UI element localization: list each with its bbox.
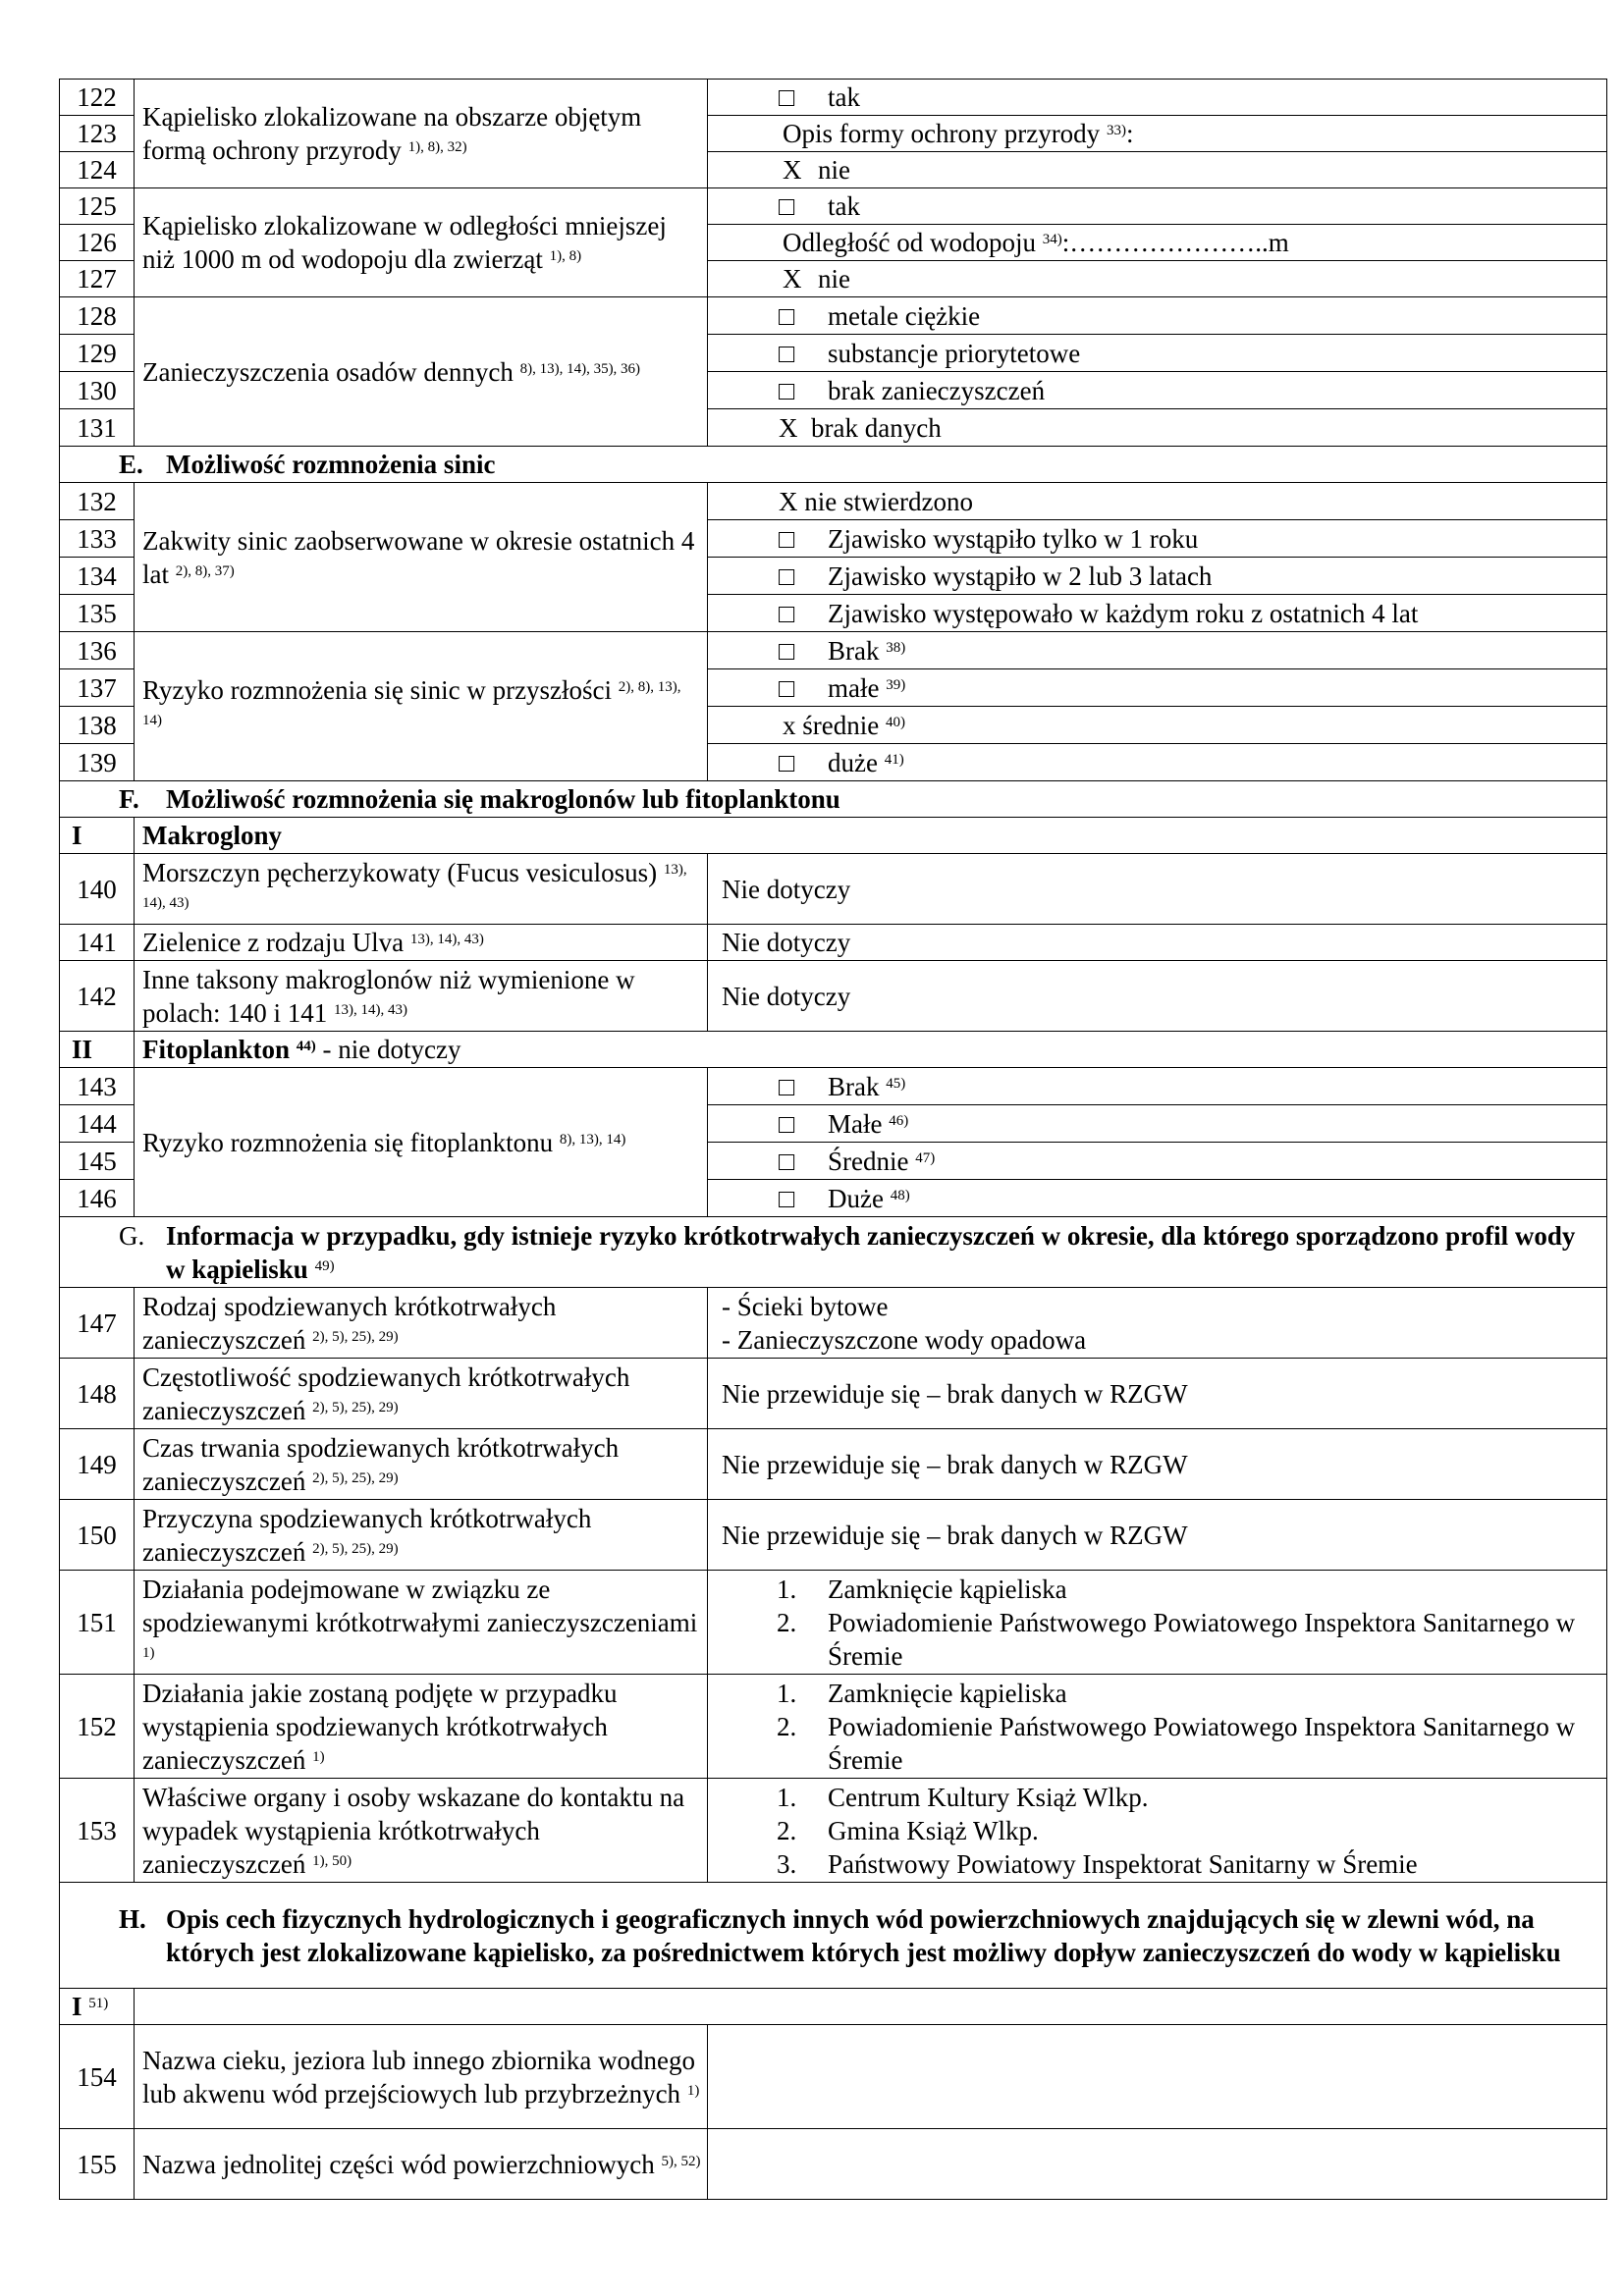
checkbox-icon[interactable]: □ bbox=[779, 598, 795, 628]
checkbox-icon[interactable]: □ bbox=[779, 82, 795, 112]
field-value: - Ścieki bytowe - Zanieczyszczone wody opadowa bbox=[708, 1288, 1607, 1359]
field-label: Morszczyn pęcherzykowaty (Fucus vesiculosus) $^{13), 14), 43)}$ bbox=[135, 854, 708, 925]
checkbox-icon[interactable]: □ bbox=[779, 1146, 795, 1176]
row-number: 149 bbox=[60, 1429, 135, 1500]
option-large[interactable]: □ Duże $^{48)}$ bbox=[708, 1180, 1607, 1217]
checkbox-icon[interactable]: □ bbox=[779, 375, 795, 405]
list-item: 2. Powiadomienie Państwowego Powiatowego Inspektora Sanitarnego w Śremie bbox=[777, 1711, 1576, 1775]
contact-list bbox=[716, 1781, 1600, 1881]
row-number: 133 bbox=[60, 520, 135, 558]
subsection-number: I bbox=[60, 818, 135, 854]
field-label: Rodzaj spodziewanych krótkotrwałych zanieczyszczeń $^{2), 5), 25), 29)}$ bbox=[135, 1288, 708, 1359]
option-none[interactable]: □ Brak $^{38)}$ bbox=[708, 632, 1607, 669]
row-number: 127 bbox=[60, 261, 135, 297]
field-label: Zanieczyszczenia osadów dennych $^{8), 13), 14), 35), 36)}$ bbox=[135, 297, 708, 447]
field-value-empty[interactable] bbox=[708, 2025, 1607, 2129]
row-number: 122 bbox=[60, 80, 135, 116]
checkbox-icon[interactable]: □ bbox=[779, 672, 795, 703]
option-nie[interactable]: X nie bbox=[708, 261, 1607, 297]
option-one-year[interactable]: □ Zjawisko wystąpiło tylko w 1 roku bbox=[708, 520, 1607, 558]
field-value bbox=[708, 1779, 1607, 1883]
checkbox-icon[interactable]: □ bbox=[779, 338, 795, 368]
subsection-title: Makroglony bbox=[135, 818, 1607, 854]
subsection-title: Fitoplankton $^{44)}$ - nie dotyczy bbox=[135, 1032, 1607, 1068]
subsection-title bbox=[135, 1989, 1607, 2025]
row-number: 137 bbox=[60, 669, 135, 707]
option-small[interactable]: □ Małe $^{46)}$ bbox=[708, 1105, 1607, 1143]
field-value bbox=[708, 1571, 1607, 1675]
row-number: 129 bbox=[60, 335, 135, 372]
field-value-empty[interactable] bbox=[708, 2129, 1607, 2200]
document-page bbox=[59, 79, 1606, 2200]
bathing-water-profile-table bbox=[59, 79, 1607, 2200]
option-no-pollution[interactable]: □ brak zanieczyszczeń bbox=[708, 372, 1607, 409]
action-list bbox=[716, 1677, 1600, 1777]
checkbox-icon[interactable]: □ bbox=[779, 1071, 795, 1101]
row-number: 142 bbox=[60, 961, 135, 1032]
option-two-three-years[interactable]: □ Zjawisko wystąpiło w 2 lub 3 latach bbox=[708, 558, 1607, 595]
field-label: Przyczyna spodziewanych krótkotrwałych zanieczyszczeń $^{2), 5), 25), 29)}$ bbox=[135, 1500, 708, 1571]
list-item: 1. Centrum Kultury Książ Wlkp. bbox=[777, 1782, 1149, 1812]
subsection-number: I $^{51)}$ bbox=[60, 1989, 135, 2025]
row-number: 136 bbox=[60, 632, 135, 669]
option-no-data[interactable]: X brak danych bbox=[708, 409, 1607, 447]
checked-mark[interactable]: X bbox=[783, 264, 802, 294]
row-number: 131 bbox=[60, 409, 135, 447]
field-value: Nie przewiduje się – brak danych w RZGW bbox=[708, 1429, 1607, 1500]
list-item: 2. Powiadomienie Państwowego Powiatowego Inspektora Sanitarnego w Śremie bbox=[777, 1607, 1576, 1671]
field-label: Czas trwania spodziewanych krótkotrwałych zanieczyszczeń $^{2), 5), 25), 29)}$ bbox=[135, 1429, 708, 1500]
field-label: Działania podejmowane w związku ze spodziewanymi krótkotrwałymi zanieczyszczeniami $^{1)}$ bbox=[135, 1571, 708, 1675]
section-heading-f: F. Możliwość rozmnożenia się makroglonów lub fitoplanktonu bbox=[60, 781, 1607, 818]
checkbox-icon[interactable]: □ bbox=[779, 1183, 795, 1213]
option-nie[interactable]: X nie bbox=[708, 152, 1607, 188]
row-number: 123 bbox=[60, 116, 135, 152]
row-number: 148 bbox=[60, 1359, 135, 1429]
option-priority-substances[interactable]: □ substancje priorytetowe bbox=[708, 335, 1607, 372]
field-label: Ryzyko rozmnożenia się sinic w przyszłości $^{2), 8), 13), 14)}$ bbox=[135, 632, 708, 781]
row-number: 143 bbox=[60, 1068, 135, 1105]
option-heavy-metals[interactable]: □ metale ciężkie bbox=[708, 297, 1607, 335]
field-label: Zakwity sinic zaobserwowane w okresie ostatnich 4 lat $^{2), 8), 37)}$ bbox=[135, 483, 708, 632]
list-item: 1. Zamknięcie kąpieliska bbox=[777, 1678, 1067, 1708]
row-number: 155 bbox=[60, 2129, 135, 2200]
option-each-year[interactable]: □ Zjawisko występowało w każdym roku z ostatnich 4 lat bbox=[708, 595, 1607, 632]
checkbox-icon[interactable]: □ bbox=[779, 523, 795, 554]
row-number: 151 bbox=[60, 1571, 135, 1675]
field-label: Inne taksony makroglonów niż wymienione w polach: 140 i 141 $^{13), 14), 43)}$ bbox=[135, 961, 708, 1032]
checked-mark[interactable]: X bbox=[783, 155, 802, 185]
option-large[interactable]: □ duże $^{41)}$ bbox=[708, 744, 1607, 781]
row-number: 128 bbox=[60, 297, 135, 335]
option-none[interactable]: □ Brak $^{45)}$ bbox=[708, 1068, 1607, 1105]
field-label: Kąpielisko zlokalizowane na obszarze objętym formą ochrony przyrody $^{1), 8), 32)}$ bbox=[135, 80, 708, 188]
checkbox-icon[interactable]: □ bbox=[779, 635, 795, 666]
field-label: Działania jakie zostaną podjęte w przypadku wystąpienia spodziewanych krótkotrwałych zanieczyszczeń $^{1)}$ bbox=[135, 1675, 708, 1779]
option-distance: Odległość od wodopoju $^{34)}$:…………………..m bbox=[708, 225, 1607, 261]
row-number: 152 bbox=[60, 1675, 135, 1779]
field-value: Nie dotyczy bbox=[708, 854, 1607, 925]
checkbox-icon[interactable]: □ bbox=[779, 191, 795, 221]
field-label: Kąpielisko zlokalizowane w odległości mniejszej niż 1000 m od wodopoju dla zwierząt $^{1), 8)}$ bbox=[135, 188, 708, 297]
row-number: 139 bbox=[60, 744, 135, 781]
row-number: 138 bbox=[60, 707, 135, 744]
row-number: 147 bbox=[60, 1288, 135, 1359]
option-tak[interactable]: □ tak bbox=[708, 80, 1607, 116]
checkbox-icon[interactable]: □ bbox=[779, 1108, 795, 1139]
section-heading-g: G. Informacja w przypadku, gdy istnieje ryzyko krótkotrwałych zanieczyszczeń w okresie, dla którego sporządzono profil wody w kąpielisku $^{49)}$ bbox=[60, 1217, 1607, 1288]
checked-mark[interactable]: X bbox=[779, 412, 798, 443]
field-value: Nie dotyczy bbox=[708, 961, 1607, 1032]
field-label: Zielenice z rodzaju Ulva $^{13), 14), 43)}$ bbox=[135, 925, 708, 961]
row-number: 153 bbox=[60, 1779, 135, 1883]
section-heading-e: E. Możliwość rozmnożenia sinic bbox=[60, 447, 1607, 483]
option-description: Opis formy ochrony przyrody $^{33)}$: bbox=[708, 116, 1607, 152]
row-number: 132 bbox=[60, 483, 135, 520]
action-list bbox=[716, 1573, 1600, 1673]
field-label: Nazwa jednolitej części wód powierzchniowych $^{5), 52)}$ bbox=[135, 2129, 708, 2200]
row-number: 135 bbox=[60, 595, 135, 632]
field-label: Ryzyko rozmnożenia się fitoplanktonu $^{8), 13), 14)}$ bbox=[135, 1068, 708, 1217]
row-number: 146 bbox=[60, 1180, 135, 1217]
checkbox-icon[interactable]: □ bbox=[779, 300, 795, 331]
field-value: Nie przewiduje się – brak danych w RZGW bbox=[708, 1500, 1607, 1571]
subsection-number: II bbox=[60, 1032, 135, 1068]
list-item: 3. Państwowy Powiatowy Inspektorat Sanitarny w Śremie bbox=[777, 1848, 1418, 1879]
option-medium[interactable]: □ Średnie $^{47)}$ bbox=[708, 1143, 1607, 1180]
row-number: 134 bbox=[60, 558, 135, 595]
row-number: 145 bbox=[60, 1143, 135, 1180]
field-label: Nazwa cieku, jeziora lub innego zbiornika wodnego lub akwenu wód przejściowych lub przybrzeżnych $^{1)}$ bbox=[135, 2025, 708, 2129]
row-number: 141 bbox=[60, 925, 135, 961]
field-value: Nie przewiduje się – brak danych w RZGW bbox=[708, 1359, 1607, 1429]
row-number: 125 bbox=[60, 188, 135, 225]
row-number: 130 bbox=[60, 372, 135, 409]
option-small[interactable]: □ małe $^{39)}$ bbox=[708, 669, 1607, 707]
section-heading-h: H. Opis cech fizycznych hydrologicznych i geograficznych innych wód powierzchniowych znajdujących się w zlewni wód, na których jest zlokalizowane kąpielisko, za pośrednictwem których jest możliwy dopływ zanieczyszczeń do wody w kąpielisku bbox=[60, 1883, 1607, 1989]
row-number: 150 bbox=[60, 1500, 135, 1571]
row-number: 126 bbox=[60, 225, 135, 261]
row-number: 140 bbox=[60, 854, 135, 925]
checkbox-icon[interactable]: □ bbox=[779, 561, 795, 591]
row-number: 124 bbox=[60, 152, 135, 188]
field-label: Właściwe organy i osoby wskazane do kontaktu na wypadek wystąpienia krótkotrwałych zanieczyszczeń $^{1), 50)}$ bbox=[135, 1779, 708, 1883]
list-item: 1. Zamknięcie kąpieliska bbox=[777, 1574, 1067, 1604]
list-item: 2. Gmina Książ Wlkp. bbox=[777, 1815, 1039, 1845]
checkbox-icon[interactable]: □ bbox=[779, 747, 795, 777]
option-medium[interactable]: x średnie $^{40)}$ bbox=[708, 707, 1607, 744]
field-value: Nie dotyczy bbox=[708, 925, 1607, 961]
row-number: 144 bbox=[60, 1105, 135, 1143]
row-number: 154 bbox=[60, 2025, 135, 2129]
field-value bbox=[708, 1675, 1607, 1779]
option-not-found[interactable]: X nie stwierdzono bbox=[708, 483, 1607, 520]
option-tak[interactable]: □ tak bbox=[708, 188, 1607, 225]
field-label: Częstotliwość spodziewanych krótkotrwałych zanieczyszczeń $^{2), 5), 25), 29)}$ bbox=[135, 1359, 708, 1429]
